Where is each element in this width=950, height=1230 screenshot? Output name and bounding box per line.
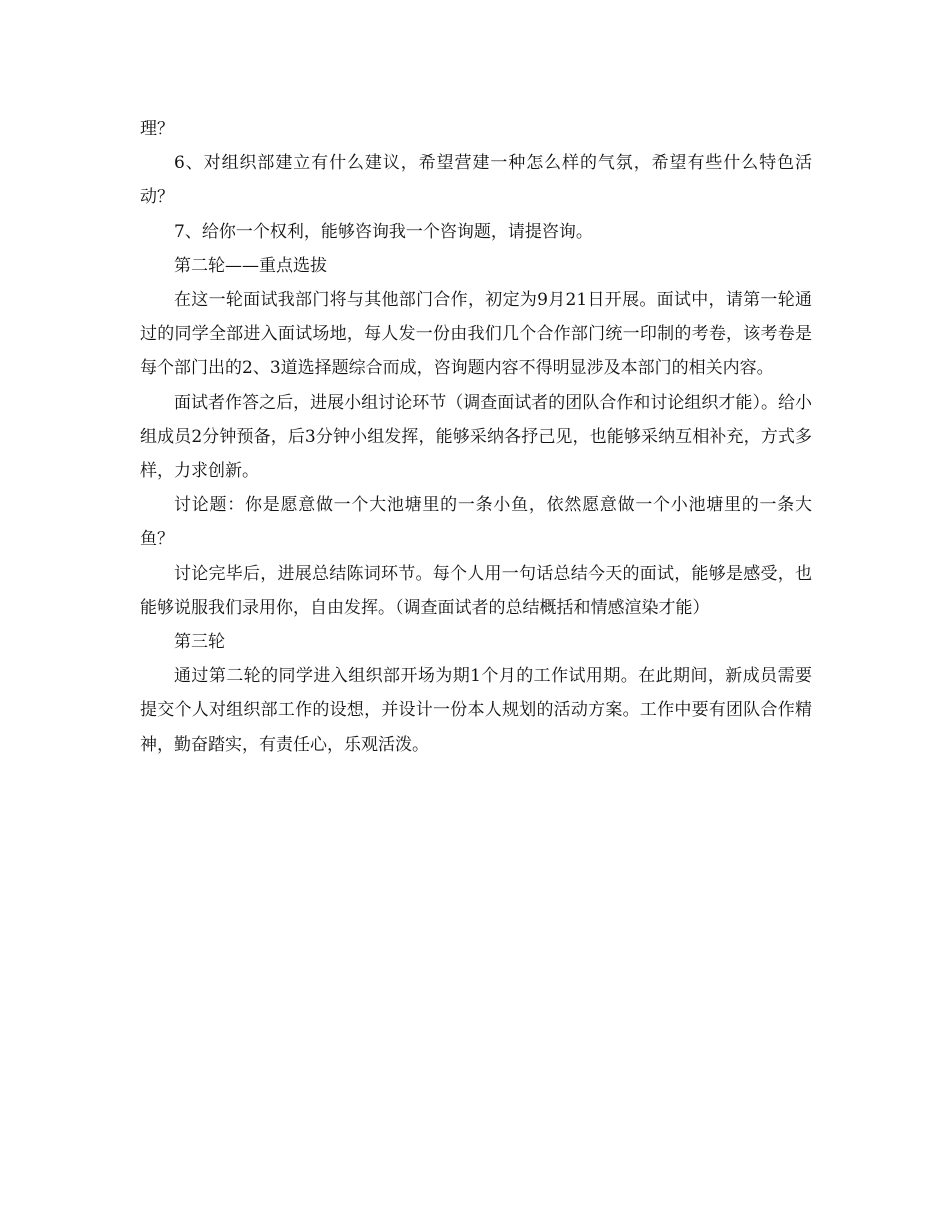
paragraph-continuation: 理？ <box>140 119 174 139</box>
paragraph-discussion-topic: 讨论题：你是愿意做一个大池塘里的一条小鱼，依然愿意做一个小池塘里的一条大鱼？ <box>140 495 812 550</box>
paragraph-round-3-trial: 通过第二轮的同学进入组织部开场为期1个月的工作试用期。在此期间，新成员需要提交个人对组织部工作的设想，并设计一份本人规划的活动方案。工作中要有团队合作精神，勤奋踏实，有责任心，乐观活泼。 <box>140 666 812 755</box>
paragraph-question-7: 7、给你一个权利，能够咨询我一个咨询题，请提咨询。 <box>174 221 593 242</box>
paragraph-summary-statement: 讨论完毕后，进展总结陈词环节。每个人用一句话总结今天的面试，能够是感受，也能够说服我们录用你，自由发挥。（调查面试者的总结概括和情感渲染才能） <box>140 563 812 618</box>
paragraph-round-2-intro: 在这一轮面试我部门将与其他部门合作，初定为9月21日开展。面试中，请第一轮通过的同学全部进入面试场地，每人发一份由我们几个合作部门统一印制的考卷，该考卷是每个部门出的2、3道选择题综合而成，咨询题内容不得明显涉及本部门的相关内容。 <box>140 290 812 379</box>
paragraph-question-6: 6、对组织部建立有什么建议，希望营建一种怎么样的气氛，希望有些什么特色活动？ <box>140 153 812 208</box>
paragraph-group-discussion: 面试者作答之后，进展小组讨论环节（调查面试者的团队合作和讨论组织才能）。给小组成员2分钟预备，后3分钟小组发挥，能够采纳各抒己见，也能够采纳互相补充，方式多样，力求创新。 <box>140 392 812 482</box>
section-heading-round-2: 第二轮——重点选拔 <box>174 255 327 276</box>
document-page <box>140 112 812 762</box>
section-heading-round-3: 第三轮 <box>174 632 225 653</box>
